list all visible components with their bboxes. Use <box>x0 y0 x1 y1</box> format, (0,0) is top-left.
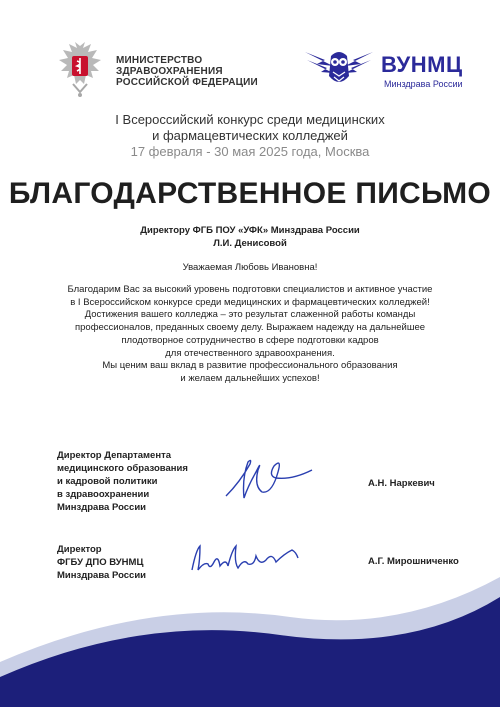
greeting: Уважаемая Любовь Ивановна! <box>182 262 318 273</box>
body-line: в I Всероссийском конкурсе среди медицинских и фармацевтических колледжей! <box>70 296 430 308</box>
recipient-line-2: Л.И. Денисовой <box>213 238 287 249</box>
body-line: Достижения вашего колледжа – это результат слаженной работы команды <box>84 309 416 321</box>
body-line: плодотворное сотрудничество в сфере подготовки кадров <box>121 334 379 346</box>
signatory-title-line: Минздрава России <box>57 502 146 513</box>
signatory-title-line: и кадровой политики <box>57 476 158 487</box>
contest-dates: 17 февраля - 30 мая 2025 года, Москва <box>130 144 370 159</box>
ministry-name-line-3: РОССИЙСКОЙ ФЕДЕРАЦИИ <box>116 77 258 88</box>
contest-title-line-1: I Всероссийский конкурс среди медицинских <box>115 112 385 127</box>
vunmc-subtitle: Минздрава России <box>384 79 463 89</box>
signatory-title-line: Минздрава России <box>57 570 146 581</box>
bottom-wave-decoration <box>0 557 500 707</box>
recipient-line-1: Директору ФГБ ПОУ «УФК» Минздрава России <box>140 225 360 236</box>
body-line: Благодарим Вас за высокий уровень подготовки специалистов и активное участие <box>67 284 433 295</box>
letter-body <box>0 284 500 386</box>
document-title: БЛАГОДАРСТВЕННОЕ ПИСЬМО <box>8 177 492 210</box>
signatory-title-line: Директор Департамента <box>57 450 172 461</box>
contest-title-line-2: и фармацевтических колледжей <box>152 128 348 143</box>
body-line: профессионалов, преданных своему делу. Выражаем надежду на дальнейшее <box>74 322 426 334</box>
signatory-1-name: А.Н. Наркевич <box>368 478 435 489</box>
body-line: для отечественного здравоохранения. <box>165 347 335 359</box>
signature-1 <box>222 452 317 504</box>
signatory-title-line: медицинского образования <box>57 463 188 474</box>
body-line: Мы ценим ваш вклад в развитие профессионального образования <box>102 360 398 372</box>
vunmc-owl-logo <box>303 46 375 92</box>
ministry-name-line-1: МИНИСТЕРСТВО <box>116 55 203 66</box>
signatory-1-title <box>57 449 188 514</box>
ministry-name <box>116 55 258 88</box>
signatory-title-line: Директор <box>57 544 102 555</box>
ministry-emblem-logo <box>55 40 105 98</box>
ministry-name-line-2: ЗДРАВООХРАНЕНИЯ <box>116 66 223 77</box>
signatory-title-line: ФГБУ ДПО ВУНМЦ <box>57 557 144 568</box>
vunmc-title: ВУНМЦ <box>381 52 463 77</box>
body-line: и желаем дальнейших успехов! <box>180 372 320 384</box>
signatory-2-name: А.Г. Мирошниченко <box>368 556 459 567</box>
signatory-title-line: в здравоохранении <box>57 489 150 500</box>
